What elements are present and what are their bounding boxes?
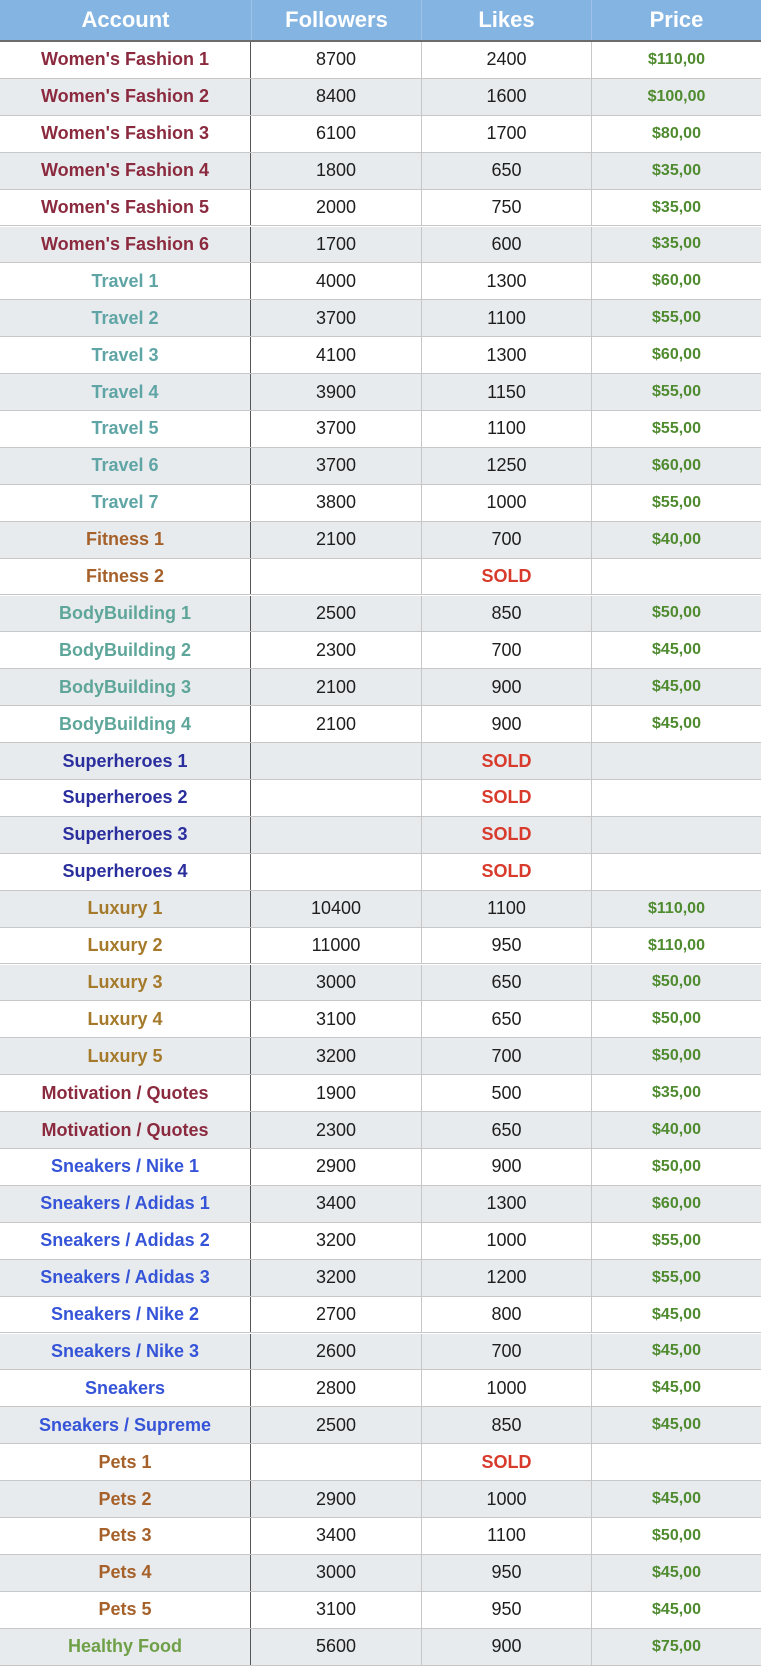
followers-value: 4000 — [315, 270, 357, 291]
account-name: Luxury 2 — [0, 928, 251, 964]
account-name: Travel 7 — [0, 485, 251, 521]
followers-value: 3000 — [315, 1562, 357, 1583]
account-name: Pets 5 — [0, 1592, 251, 1628]
price-value: $50,00 — [591, 1149, 761, 1185]
followers-value: 3700 — [315, 455, 357, 476]
followers-value: 2900 — [315, 1488, 357, 1509]
likes-value: 650 — [421, 1001, 591, 1037]
followers-value: 3100 — [315, 1008, 357, 1029]
followers-value: 8700 — [315, 49, 357, 70]
account-name: Travel 3 — [0, 337, 251, 373]
account-name: Healthy Food — [0, 1629, 251, 1665]
followers-value: 11000 — [311, 935, 361, 956]
account-name: Sneakers / Supreme — [0, 1407, 251, 1443]
price-value: $45,00 — [591, 669, 761, 705]
followers-value: 2300 — [315, 639, 357, 660]
price-value: $50,00 — [591, 1518, 761, 1554]
account-name: Travel 5 — [0, 411, 251, 447]
account-name: Sneakers / Adidas 2 — [0, 1223, 251, 1259]
likes-value: 500 — [421, 1075, 591, 1111]
price-value — [591, 854, 761, 890]
followers-value: 2500 — [315, 602, 357, 623]
price-value — [591, 817, 761, 853]
account-name: BodyBuilding 3 — [0, 669, 251, 705]
likes-value: 800 — [421, 1297, 591, 1333]
followers-value: 8400 — [315, 86, 357, 107]
likes-value: 900 — [421, 1629, 591, 1665]
table-row — [0, 116, 761, 153]
price-value — [591, 743, 761, 779]
table-row — [0, 891, 761, 928]
likes-value: 950 — [421, 1555, 591, 1591]
likes-value: 1600 — [421, 79, 591, 115]
sold-badge: SOLD — [421, 1444, 591, 1480]
table-row — [0, 1149, 761, 1186]
header-followers: Followers — [251, 0, 421, 40]
price-value: $60,00 — [591, 448, 761, 484]
sold-badge: SOLD — [421, 817, 591, 853]
likes-value: 650 — [421, 965, 591, 1001]
table-row — [0, 1001, 761, 1038]
followers-value: 2600 — [315, 1340, 357, 1361]
header-account: Account — [81, 7, 170, 32]
followers-value: 4100 — [315, 344, 357, 365]
table-row — [0, 1629, 761, 1666]
account-name: Pets 3 — [0, 1518, 251, 1554]
table-row — [0, 1444, 761, 1481]
table-row — [0, 1297, 761, 1334]
account-name: Women's Fashion 6 — [0, 227, 251, 263]
account-name: Women's Fashion 1 — [0, 42, 251, 78]
likes-value: 1000 — [421, 1370, 591, 1406]
account-name: Travel 6 — [0, 448, 251, 484]
likes-value: 1250 — [421, 448, 591, 484]
price-value: $55,00 — [591, 1223, 761, 1259]
table-row — [0, 1334, 761, 1371]
table-row — [0, 559, 761, 596]
likes-value: 1100 — [421, 411, 591, 447]
price-value: $45,00 — [591, 1407, 761, 1443]
followers-value: 1800 — [315, 160, 357, 181]
likes-value: 1000 — [421, 1223, 591, 1259]
followers-value: 3400 — [315, 1525, 357, 1546]
table-row — [0, 1407, 761, 1444]
followers-value — [251, 817, 421, 853]
price-value: $60,00 — [591, 1186, 761, 1222]
followers-value: 10400 — [310, 898, 362, 919]
price-value: $60,00 — [591, 263, 761, 299]
account-name: Travel 4 — [0, 374, 251, 410]
account-name: Women's Fashion 4 — [0, 153, 251, 189]
followers-value: 2700 — [315, 1304, 357, 1325]
likes-value: 650 — [421, 153, 591, 189]
likes-value: 750 — [421, 190, 591, 226]
followers-value: 1700 — [315, 233, 357, 254]
price-value: $35,00 — [591, 190, 761, 226]
table-row — [0, 1370, 761, 1407]
price-value — [591, 559, 761, 595]
price-value: $50,00 — [591, 596, 761, 632]
followers-value: 2100 — [315, 529, 357, 550]
likes-value: 950 — [421, 928, 591, 964]
price-value: $55,00 — [591, 374, 761, 410]
followers-value: 2300 — [315, 1119, 357, 1140]
price-value: $35,00 — [591, 153, 761, 189]
likes-value: 900 — [421, 1149, 591, 1185]
followers-value — [251, 559, 421, 595]
followers-value: 2500 — [315, 1414, 357, 1435]
table-row — [0, 79, 761, 116]
followers-value: 2100 — [315, 676, 357, 697]
followers-value: 3400 — [315, 1193, 357, 1214]
price-value: $110,00 — [591, 891, 761, 927]
price-value: $45,00 — [591, 1592, 761, 1628]
followers-value: 3200 — [315, 1045, 357, 1066]
followers-value: 3800 — [315, 492, 357, 513]
table-row — [0, 669, 761, 706]
likes-value: 600 — [421, 227, 591, 263]
sold-badge: SOLD — [421, 559, 591, 595]
account-name: Luxury 5 — [0, 1038, 251, 1074]
price-value: $50,00 — [591, 1001, 761, 1037]
price-value: $55,00 — [591, 1260, 761, 1296]
account-name: BodyBuilding 1 — [0, 596, 251, 632]
followers-value: 3700 — [315, 418, 357, 439]
followers-value: 3900 — [315, 381, 357, 402]
likes-value: 950 — [421, 1592, 591, 1628]
table-row — [0, 448, 761, 485]
price-value: $35,00 — [591, 227, 761, 263]
likes-value: 1200 — [421, 1260, 591, 1296]
followers-value: 6100 — [315, 123, 357, 144]
price-value: $40,00 — [591, 522, 761, 558]
table-row — [0, 42, 761, 79]
table-row — [0, 780, 761, 817]
followers-value: 2100 — [315, 713, 357, 734]
price-value: $100,00 — [591, 79, 761, 115]
table-header — [0, 0, 761, 42]
price-value: $60,00 — [591, 337, 761, 373]
table-row — [0, 1038, 761, 1075]
account-name: Sneakers / Adidas 1 — [0, 1186, 251, 1222]
header-likes: Likes — [421, 0, 591, 40]
price-value: $45,00 — [591, 1370, 761, 1406]
table-row — [0, 263, 761, 300]
likes-value: 1300 — [421, 1186, 591, 1222]
sold-badge: SOLD — [421, 780, 591, 816]
table-row — [0, 1481, 761, 1518]
account-name: Pets 2 — [0, 1481, 251, 1517]
likes-value: 700 — [421, 632, 591, 668]
followers-value — [251, 780, 421, 816]
account-name: Superheroes 2 — [0, 780, 251, 816]
table-row — [0, 1112, 761, 1149]
table-row — [0, 1223, 761, 1260]
price-value: $35,00 — [591, 1075, 761, 1111]
table-row — [0, 300, 761, 337]
table-row — [0, 337, 761, 374]
likes-value: 1000 — [421, 485, 591, 521]
account-name: Superheroes 4 — [0, 854, 251, 890]
likes-value: 650 — [421, 1112, 591, 1148]
table-row — [0, 522, 761, 559]
price-value — [591, 1444, 761, 1480]
likes-value: 850 — [421, 1407, 591, 1443]
price-value: $75,00 — [591, 1629, 761, 1665]
likes-value: 900 — [421, 669, 591, 705]
table-row — [0, 411, 761, 448]
table-row — [0, 596, 761, 633]
table-row — [0, 965, 761, 1002]
price-value: $50,00 — [591, 1038, 761, 1074]
price-value — [591, 780, 761, 816]
table-row — [0, 485, 761, 522]
likes-value: 1100 — [421, 1518, 591, 1554]
account-name: Sneakers / Nike 3 — [0, 1334, 251, 1370]
price-value: $45,00 — [591, 1297, 761, 1333]
likes-value: 1150 — [421, 374, 591, 410]
account-name: Women's Fashion 5 — [0, 190, 251, 226]
table-row — [0, 743, 761, 780]
account-name: Fitness 1 — [0, 522, 251, 558]
likes-value: 1300 — [421, 263, 591, 299]
followers-value: 3000 — [315, 971, 357, 992]
account-name: Travel 1 — [0, 263, 251, 299]
account-name: BodyBuilding 4 — [0, 706, 251, 742]
account-name: Travel 2 — [0, 300, 251, 336]
price-value: $45,00 — [591, 1481, 761, 1517]
likes-value: 700 — [421, 1038, 591, 1074]
likes-value: 700 — [421, 522, 591, 558]
table-row — [0, 153, 761, 190]
account-name: Pets 1 — [0, 1444, 251, 1480]
followers-value: 5600 — [315, 1636, 357, 1657]
price-value: $55,00 — [591, 300, 761, 336]
table-row — [0, 854, 761, 891]
account-name: Luxury 1 — [0, 891, 251, 927]
price-value: $110,00 — [591, 42, 761, 78]
account-name: Motivation / Quotes — [0, 1075, 251, 1111]
header-price: Price — [591, 0, 761, 40]
likes-value: 1100 — [421, 891, 591, 927]
followers-value — [251, 1444, 421, 1480]
table-row — [0, 1186, 761, 1223]
table-row — [0, 227, 761, 264]
followers-value: 3100 — [315, 1599, 357, 1620]
likes-value: 850 — [421, 596, 591, 632]
table-row — [0, 706, 761, 743]
price-value: $55,00 — [591, 411, 761, 447]
followers-value — [251, 743, 421, 779]
account-name: Sneakers / Nike 1 — [0, 1149, 251, 1185]
account-name: Superheroes 1 — [0, 743, 251, 779]
table-row — [0, 928, 761, 965]
table-row — [0, 817, 761, 854]
account-name: Pets 4 — [0, 1555, 251, 1591]
sold-badge: SOLD — [421, 854, 591, 890]
likes-value: 1100 — [421, 300, 591, 336]
table-row — [0, 1518, 761, 1555]
account-name: BodyBuilding 2 — [0, 632, 251, 668]
table-row — [0, 1592, 761, 1629]
followers-value: 1900 — [315, 1082, 357, 1103]
likes-value: 900 — [421, 706, 591, 742]
price-value: $80,00 — [591, 116, 761, 152]
followers-value — [251, 854, 421, 890]
account-name: Women's Fashion 2 — [0, 79, 251, 115]
price-value: $55,00 — [591, 485, 761, 521]
price-value: $45,00 — [591, 1555, 761, 1591]
followers-value: 3200 — [315, 1267, 357, 1288]
likes-value: 1300 — [421, 337, 591, 373]
followers-value: 3700 — [315, 307, 357, 328]
likes-value: 1000 — [421, 1481, 591, 1517]
account-name: Superheroes 3 — [0, 817, 251, 853]
price-value: $40,00 — [591, 1112, 761, 1148]
account-name: Sneakers / Adidas 3 — [0, 1260, 251, 1296]
account-name: Luxury 3 — [0, 965, 251, 1001]
sold-badge: SOLD — [421, 743, 591, 779]
table-row — [0, 1260, 761, 1297]
account-name: Women's Fashion 3 — [0, 116, 251, 152]
table-row — [0, 1555, 761, 1592]
table-row — [0, 1075, 761, 1112]
account-name: Fitness 2 — [0, 559, 251, 595]
likes-value: 2400 — [421, 42, 591, 78]
likes-value: 700 — [421, 1334, 591, 1370]
account-name: Luxury 4 — [0, 1001, 251, 1037]
account-name: Motivation / Quotes — [0, 1112, 251, 1148]
price-value: $110,00 — [591, 928, 761, 964]
price-value: $50,00 — [591, 965, 761, 1001]
price-value: $45,00 — [591, 706, 761, 742]
followers-value: 2800 — [315, 1377, 357, 1398]
table-row — [0, 632, 761, 669]
followers-value: 2900 — [315, 1156, 357, 1177]
price-value: $45,00 — [591, 1334, 761, 1370]
table-row — [0, 374, 761, 411]
table-row — [0, 190, 761, 227]
price-value: $45,00 — [591, 632, 761, 668]
likes-value: 1700 — [421, 116, 591, 152]
followers-value: 2000 — [315, 197, 357, 218]
account-name: Sneakers / Nike 2 — [0, 1297, 251, 1333]
followers-value: 3200 — [315, 1230, 357, 1251]
account-name: Sneakers — [0, 1370, 251, 1406]
